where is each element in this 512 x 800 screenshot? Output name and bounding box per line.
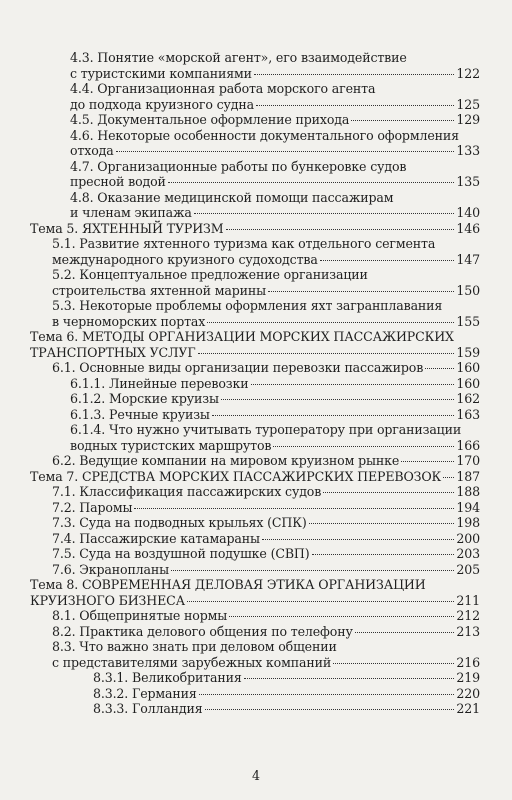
toc-entry-page: 146 <box>456 220 480 236</box>
toc-entry-text: отхода <box>70 143 114 158</box>
toc-entry <box>30 577 480 608</box>
toc-entry-text: 5.3. Некоторые проблемы оформления яхт загранплавания <box>52 298 443 313</box>
toc-entry-text: 7.4. Пассажирские катамараны <box>52 530 260 546</box>
toc-entry-line <box>30 97 480 113</box>
toc-entry-text: КРУИЗНОГО БИЗНЕСА <box>30 592 186 608</box>
toc-entry-line <box>30 500 480 516</box>
toc-entry-line <box>30 50 480 66</box>
toc-entry-text: 7.5. Суда на воздушной подушке (СВП) <box>52 546 310 561</box>
toc-entry <box>30 298 480 329</box>
toc-entry-line <box>30 515 480 531</box>
dot-leader <box>443 477 454 478</box>
toc-entry-page: 221 <box>456 701 480 716</box>
toc-entry-page: 170 <box>456 453 480 468</box>
page-number: 4 <box>251 768 260 783</box>
toc-entry <box>30 376 480 392</box>
toc-entry <box>30 639 480 670</box>
toc-entry-line <box>30 438 480 454</box>
dot-leader <box>320 260 455 261</box>
toc-entry-line <box>30 376 480 392</box>
toc-entry <box>30 81 480 112</box>
dot-leader <box>355 632 455 633</box>
toc-entry-text: 6.1. Основные виды организации перевозки пассажиров <box>52 360 424 375</box>
toc-entry-text: 8.3.1. Великобритания <box>93 670 242 685</box>
toc-entry-text: Тема 5. ЯХТЕННЫЙ ТУРИЗМ <box>30 220 224 236</box>
dot-leader <box>256 105 454 106</box>
toc-entry-line <box>30 345 480 361</box>
toc-entry-page: 220 <box>456 685 480 701</box>
toc-entry-line <box>30 128 480 144</box>
toc-entry-line <box>30 252 480 268</box>
toc-entry-text: 4.8. Оказание медицинской помощи пассажирам <box>70 189 394 205</box>
toc-entry-page: 162 <box>456 391 480 406</box>
dot-leader <box>198 353 455 354</box>
toc-entry <box>30 546 480 562</box>
toc-entry-text: и членам экипажа <box>70 205 192 220</box>
toc-entry <box>30 515 480 531</box>
toc-entry-text: пресной водой <box>70 174 166 189</box>
toc-entry-page: 203 <box>456 546 480 561</box>
toc-entry-text: 7.3. Суда на подводных крыльях (СПК) <box>52 515 307 530</box>
toc-entry-text: 6.1.3. Речные круизы <box>70 406 210 422</box>
toc-entry-line <box>30 112 480 128</box>
toc-entry-text: 8.3. Что важно знать при деловом общении <box>52 639 337 654</box>
toc-entry <box>30 360 480 376</box>
dot-leader <box>134 508 454 509</box>
toc-entry <box>30 670 480 686</box>
toc-entry <box>30 562 480 578</box>
toc-entry-line <box>30 562 480 578</box>
dot-leader <box>425 368 454 369</box>
toc-entry-line <box>30 360 480 376</box>
toc-entry-page: 135 <box>456 174 480 189</box>
dot-leader <box>187 601 454 602</box>
toc-entry-text: Тема 8. СОВРЕМЕННАЯ ДЕЛОВАЯ ЭТИКА ОРГАНИЗАЦИИ <box>30 577 426 592</box>
toc-entry-page: 163 <box>456 406 480 422</box>
toc-entry-page: 160 <box>456 375 480 391</box>
dot-leader <box>262 539 455 540</box>
toc-entry-text: 6.1.2. Морские круизы <box>70 391 219 406</box>
toc-entry-page: 155 <box>456 313 480 329</box>
toc-entry-text: 5.1. Развитие яхтенного туризма как отдельного сегмента <box>52 236 436 251</box>
toc-entry-text: 6.1.1. Линейные перевозки <box>70 375 249 391</box>
toc-entry-page: 216 <box>456 654 480 670</box>
toc-entry <box>30 112 480 128</box>
dot-leader <box>323 492 454 493</box>
toc-entry-text: в черноморских портах <box>52 313 206 329</box>
toc-entry <box>30 686 480 702</box>
dot-leader <box>351 120 454 121</box>
toc-entry-page: 211 <box>456 592 480 608</box>
toc-entry-line <box>30 143 480 159</box>
toc-entry <box>30 469 480 485</box>
toc-entry-line <box>30 639 480 655</box>
toc-entry-line <box>30 655 480 671</box>
toc-entry-page: 122 <box>456 65 480 81</box>
toc-entry-text: с туристскими компаниями <box>70 65 252 81</box>
dot-leader <box>229 616 454 617</box>
dot-leader <box>116 151 455 152</box>
dot-leader <box>205 709 455 710</box>
toc-entry <box>30 128 480 159</box>
toc-entry-line <box>30 546 480 562</box>
toc-entry-line <box>30 221 480 237</box>
dot-leader <box>333 663 454 664</box>
dot-leader <box>244 678 455 679</box>
toc-entry-line <box>30 159 480 175</box>
toc-entry-text: строительства яхтенной марины <box>52 282 267 298</box>
toc-entry-text: 7.6. Экранопланы <box>52 561 170 577</box>
toc-entry <box>30 422 480 453</box>
toc-entry-text: 4.5. Документальное оформление прихода <box>70 112 350 127</box>
toc-entry-text: Тема 7. СРЕДСТВА МОРСКИХ ПАССАЖИРСКИХ ПЕРЕВОЗОК <box>30 468 442 484</box>
dot-leader <box>401 461 454 462</box>
toc-entry-line <box>30 593 480 609</box>
toc-entry-line <box>30 267 480 283</box>
toc-entry-page: 198 <box>456 515 480 530</box>
dot-leader <box>212 415 455 416</box>
dot-leader <box>309 523 455 524</box>
toc-entry-line <box>30 531 480 547</box>
toc-entry-line <box>30 81 480 97</box>
toc-entry-page: 160 <box>456 360 480 375</box>
toc-entry-line <box>30 236 480 252</box>
toc-entry-page: 166 <box>456 437 480 453</box>
toc-entry-text: 4.7. Организационные работы по бункеровке судов <box>70 158 407 174</box>
dot-leader <box>312 554 455 555</box>
toc-entry-text: Тема 6. МЕТОДЫ ОРГАНИЗАЦИИ МОРСКИХ ПАССАЖИРСКИХ <box>30 329 454 344</box>
toc-entry-page: 212 <box>456 608 480 623</box>
toc-entry <box>30 391 480 407</box>
toc-entry-line <box>30 407 480 423</box>
toc-entry-line <box>30 670 480 686</box>
toc-entry-page: 129 <box>456 112 480 127</box>
toc-entry-line <box>30 205 480 221</box>
toc-entry-page: 194 <box>456 499 480 515</box>
toc-entry-line <box>30 701 480 717</box>
toc-entry-page: 200 <box>456 530 480 546</box>
dot-leader <box>254 74 455 75</box>
toc-entry-line <box>30 469 480 485</box>
dot-leader <box>207 322 454 323</box>
toc-entry-text: с представителями зарубежных компаний <box>52 654 332 670</box>
toc-entry-text: 4.3. Понятие «морской агент», его взаимодействие <box>70 50 407 65</box>
toc-entry <box>30 407 480 423</box>
toc-entry-page: 213 <box>456 623 480 639</box>
toc-entry <box>30 221 480 237</box>
toc-entry-line <box>30 608 480 624</box>
toc-entry-line <box>30 329 480 345</box>
dot-leader <box>199 694 455 695</box>
toc-entry-text: 8.1. Общепринятые нормы <box>52 608 228 623</box>
toc-entry-text: 8.3.3. Голландия <box>93 701 203 716</box>
toc-entry-text: 7.1. Классификация пассажирских судов <box>52 484 322 499</box>
toc-entry-page: 125 <box>456 96 480 112</box>
toc-entry-text: 4.4. Организационная работа морского агента <box>70 81 376 96</box>
toc-entry-text: международного круизного судоходства <box>52 251 318 267</box>
toc-entry-page: 147 <box>456 251 480 267</box>
toc-entry-line <box>30 314 480 330</box>
dot-leader <box>251 384 455 385</box>
toc-entry-line <box>30 283 480 299</box>
toc-entry <box>30 159 480 190</box>
toc-entry-page: 133 <box>456 143 480 158</box>
toc-entry <box>30 267 480 298</box>
toc-entry-line <box>30 190 480 206</box>
dot-leader <box>273 446 454 447</box>
toc-entry <box>30 50 480 81</box>
toc-entry <box>30 453 480 469</box>
dot-leader <box>194 213 455 214</box>
dot-leader <box>168 182 455 183</box>
toc-entry <box>30 236 480 267</box>
toc-entry-page: 205 <box>456 561 480 577</box>
toc-entry <box>30 329 480 360</box>
toc-entry-page: 140 <box>456 205 480 220</box>
toc-entry-line <box>30 577 480 593</box>
toc-entry-text: водных туристских маршрутов <box>70 437 272 453</box>
toc-entry <box>30 701 480 717</box>
toc-entry-text: до подхода круизного судна <box>70 96 255 112</box>
toc-entry-text: 6.1.4. Что нужно учитывать туроператору при организации <box>70 422 462 437</box>
dot-leader <box>226 229 455 230</box>
toc-entry-page: 159 <box>456 344 480 360</box>
dot-leader <box>221 399 455 400</box>
toc-entry-line <box>30 174 480 190</box>
toc-entry-line <box>30 686 480 702</box>
toc-entry <box>30 608 480 624</box>
toc-entry-page: 187 <box>456 468 480 484</box>
toc-entry-line <box>30 422 480 438</box>
toc-entry <box>30 484 480 500</box>
toc-entry-line <box>30 391 480 407</box>
toc-entry-page: 188 <box>456 484 480 499</box>
toc-entry-line <box>30 624 480 640</box>
toc-entry <box>30 531 480 547</box>
toc-entry-page: 219 <box>456 670 480 685</box>
toc-entry-line <box>30 66 480 82</box>
toc-entry-text: 6.2. Ведущие компании на мировом круизном рынке <box>52 453 400 468</box>
toc-entry-line <box>30 453 480 469</box>
toc-entry <box>30 500 480 516</box>
toc-entry-text: 8.3.2. Германия <box>93 685 197 701</box>
toc-entry-page: 150 <box>456 282 480 298</box>
toc-entry-text: 7.2. Паромы <box>52 499 133 515</box>
toc-entry-line <box>30 484 480 500</box>
toc-entry-text: 4.6. Некоторые особенности документального оформления <box>70 127 459 143</box>
toc-entry-text: ТРАНСПОРТНЫХ УСЛУГ <box>30 344 196 360</box>
toc-entry-text: 5.2. Концептуальное предложение организации <box>52 267 368 282</box>
toc-entry-line <box>30 298 480 314</box>
table-of-contents <box>30 50 480 717</box>
toc-entry <box>30 624 480 640</box>
toc-entry <box>30 190 480 221</box>
dot-leader <box>268 291 454 292</box>
dot-leader <box>171 570 454 571</box>
toc-entry-text: 8.2. Практика делового общения по телефону <box>52 623 353 639</box>
